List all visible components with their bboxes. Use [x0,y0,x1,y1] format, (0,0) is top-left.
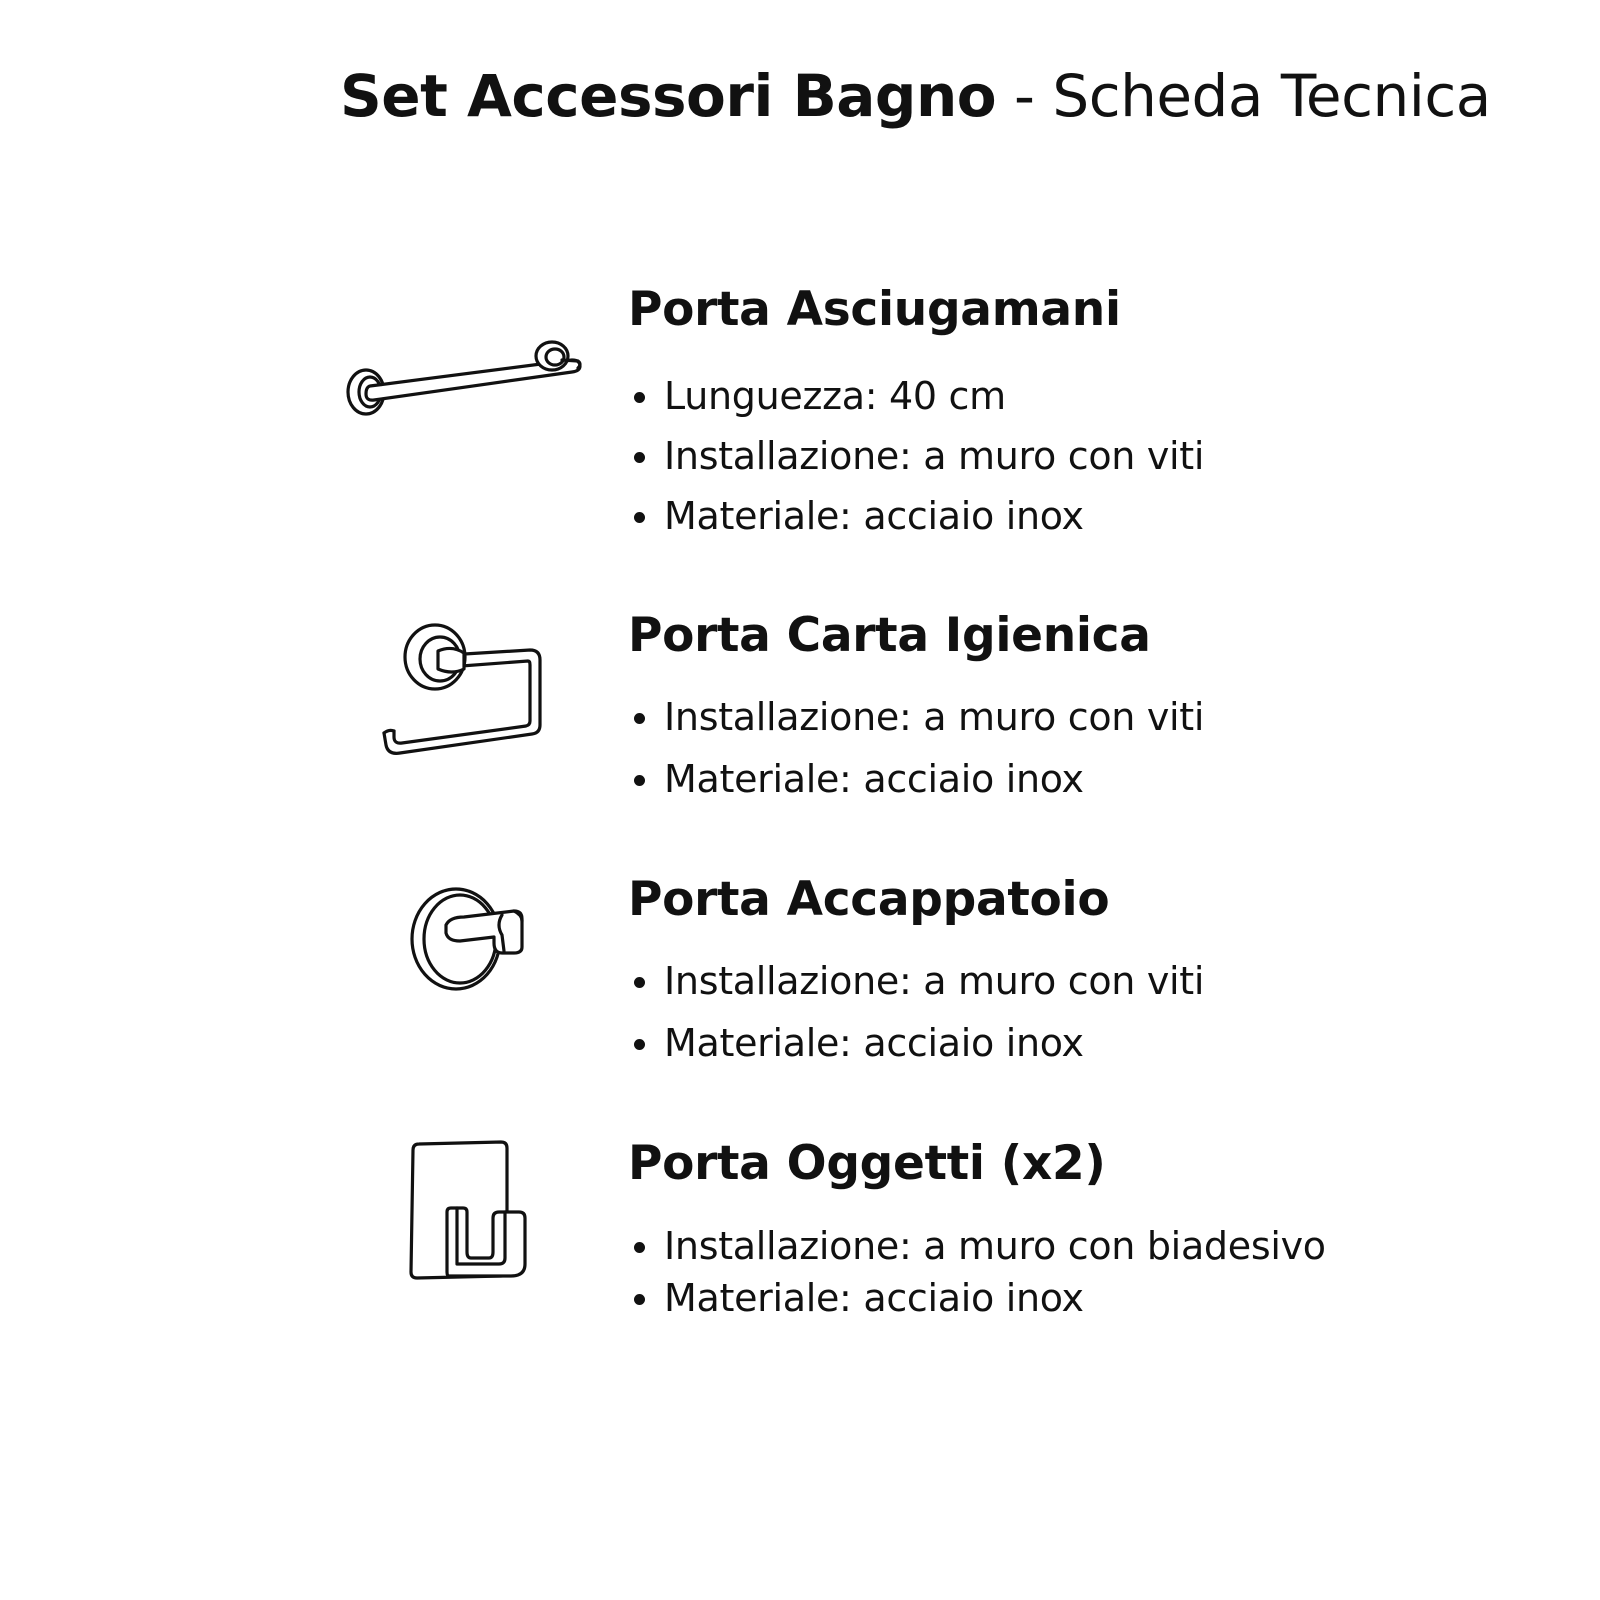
spec-installation: Installazione: a muro con viti [628,426,1204,486]
adhesive-holder-icon [405,1140,535,1290]
spec-length: Lunguezza: 40 cm [628,366,1204,426]
toilet-paper-holder-icon [380,615,560,775]
spec-list [628,1220,1326,1324]
spec-material: Materiale: acciaio inox [628,1012,1204,1074]
product-name: Porta Oggetti (x2) [628,1136,1106,1191]
spec-list [628,366,1204,546]
spec-material: Materiale: acciaio inox [628,486,1204,546]
robe-hook-icon [410,885,540,995]
product-name: Porta Accappatoio [628,872,1110,927]
product-name: Porta Asciugamani [628,282,1121,337]
title-separator: - [996,62,1053,130]
title-subtitle: Scheda Tecnica [1052,62,1491,130]
spec-material: Materiale: acciaio inox [628,748,1204,810]
title-main: Set Accessori Bagno [340,62,997,130]
page-title [340,58,1491,134]
spec-installation: Installazione: a muro con biadesivo [628,1220,1326,1272]
spec-installation: Installazione: a muro con viti [628,950,1204,1012]
spec-material: Materiale: acciaio inox [628,1272,1326,1324]
towel-bar-icon [340,330,600,430]
spec-list [628,950,1204,1074]
spec-list [628,686,1204,810]
spec-installation: Installazione: a muro con viti [628,686,1204,748]
product-name: Porta Carta Igienica [628,608,1151,663]
